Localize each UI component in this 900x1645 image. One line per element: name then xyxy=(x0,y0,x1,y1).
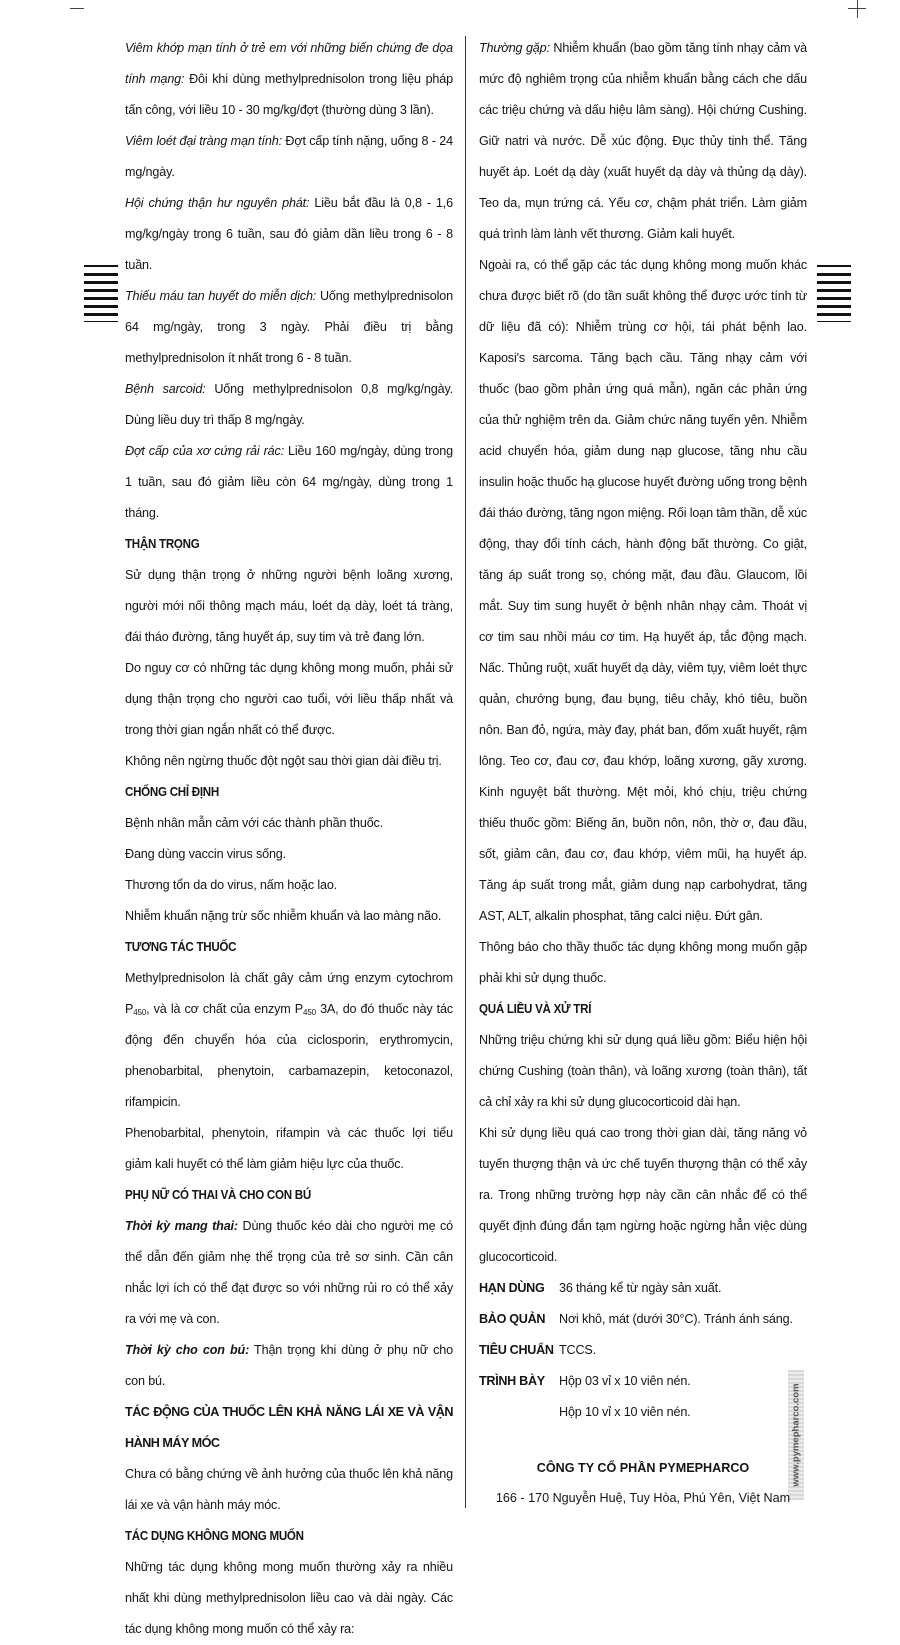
presentation-value: Hộp 10 vỉ x 10 viên nén. xyxy=(559,1405,691,1419)
adverse-common: Thường gặp: Nhiễm khuẩn (bao gồm tăng tính nhạy cảm và mức độ nghiêm trọng của nhiễm khuẩn bằng cách che dấu các triệu chứng và dấu hiệu lâm sàng). Hội chứng Cushing. Giữ natri và nước. Dễ xúc động. Đục thủy tinh thể. Tăng huyết áp. Loét dạ dày (xuất huyết dạ dày và thủng dạ dày). Teo da, mụn trứng cá. Yếu cơ, chậm phát triển. Làm giảm quá trình làm lành vết thương. Giảm kali huyết. xyxy=(479,41,807,241)
overdose-paragraph: Những triệu chứng khi sử dụng quá liều gồm: Biểu hiện hội chứng Cushing (toàn thân), và loãng xương (toàn thân), tất cả chỉ xảy ra khi sử dụng glucocorticoid dài hạn. xyxy=(479,1033,807,1109)
crop-mark-top-right-v xyxy=(857,0,858,18)
precautions-paragraph: Không nên ngừng thuốc đột ngột sau thời gian dài điều trị. xyxy=(125,754,442,768)
presentation-label: TRÌNH BÀY xyxy=(479,1374,545,1388)
lactation-paragraph: Thời kỳ cho con bú: Thận trọng khi dùng ở phụ nữ cho con bú. xyxy=(125,1343,453,1388)
contraindication-item: Đang dùng vaccin virus sống. xyxy=(125,847,287,861)
standard-value: TCCS. xyxy=(559,1343,597,1357)
company-name: CÔNG TY CỔ PHẦN PYMEPHARCO xyxy=(536,1461,750,1475)
dosage-juvenile-arthritis: Viêm khớp mạn tính ở trẻ em với những biến chứng đe dọa tính mạng: Đôi khi dùng methylprednisolon trong liệu pháp tấn công, với liều 10 - 30 mg/kg/đợt (thường dùng 3 lần). xyxy=(125,41,453,117)
dosage-multiple-sclerosis: Đợt cấp của xơ cứng rải rác: Liều 160 mg/ngày, dùng trong 1 tuần, sau đó giảm liều còn 64 mg/ngày, dùng trong 1 tháng. xyxy=(125,444,453,520)
row-presentation-2 xyxy=(479,1397,807,1428)
dosage-sarcoid: Bệnh sarcoid: Uống methylprednisolon 0,8 mg/kg/ngày. Dùng liều duy trì thấp 8 mg/ngày. xyxy=(125,382,454,427)
presentation-value: Hộp 03 vỉ x 10 viên nén. xyxy=(559,1374,691,1388)
website-vertical-label: www.pymepharco.com xyxy=(788,1370,804,1500)
heading-driving-machinery: TÁC ĐỘNG CỦA THUỐC LÊN KHẢ NĂNG LÁI XE VÀ VẬN HÀNH MÁY MÓC xyxy=(125,1405,453,1450)
heading-contraindications: CHỐNG CHỈ ĐỊNH xyxy=(125,785,219,799)
dosage-hemolytic-anemia: Thiếu máu tan huyết do miễn dịch: Uống methylprednisolon 64 mg/ngày, trong 3 ngày. Phải điều trị bằng methylprednisolon ít nhất trong 6 - 8 tuần. xyxy=(125,289,453,365)
heading-adverse-effects: TÁC DỤNG KHÔNG MONG MUỐN xyxy=(125,1529,304,1543)
precautions-paragraph: Do nguy cơ có những tác dụng không mong muốn, phải sử dụng thận trọng cho người cao tuổi, với liều thấp nhất và trong thời gian ngắn nhất có thể được. xyxy=(125,661,453,737)
registration-bars-left xyxy=(84,265,118,328)
row-storage xyxy=(479,1304,807,1335)
adverse-effects-intro: Những tác dụng không mong muốn thường xảy ra nhiều nhất khi dùng methylprednisolon liều cao và dài ngày. Các tác dụng không mong muốn có thể xảy ra: xyxy=(125,1560,453,1636)
registration-bars-right xyxy=(817,265,851,328)
adverse-report-note: Thông báo cho thầy thuốc tác dụng không mong muốn gặp phải khi sử dụng thuốc. xyxy=(479,940,807,985)
crop-mark-top-left xyxy=(70,8,84,9)
contraindication-item: Bệnh nhân mẫn cảm với các thành phần thuốc. xyxy=(125,816,384,830)
row-shelf-life xyxy=(479,1273,807,1304)
company-block xyxy=(479,1453,807,1513)
overdose-paragraph: Khi sử dụng liều quá cao trong thời gian dài, tăng năng vỏ tuyến thượng thận và ức chế tuyến thượng thận có thể xảy ra. Trong những trường hợp này cần cân nhắc để có thể quyết định đúng đắn tạm ngừng hoặc ngừng hẳn việc dùng glucocorticoid. xyxy=(479,1126,807,1264)
standard-label: TIÊU CHUẨN xyxy=(479,1343,554,1357)
storage-value: Nơi khô, mát (dưới 30°C). Tránh ánh sáng. xyxy=(559,1312,793,1326)
row-standard xyxy=(479,1335,807,1366)
contraindication-item: Nhiễm khuẩn nặng trừ sốc nhiễm khuẩn và lao màng não. xyxy=(125,909,442,923)
heading-overdose: QUÁ LIỀU VÀ XỬ TRÍ xyxy=(479,1002,592,1016)
storage-label: BẢO QUẢN xyxy=(479,1312,546,1326)
heading-interactions: TƯƠNG TÁC THUỐC xyxy=(125,940,237,954)
right-column xyxy=(479,33,807,1428)
interactions-paragraph: Phenobarbital, phenytoin, rifampin và các thuốc lợi tiểu giảm kali huyết có thể làm giảm hiệu lực của thuốc. xyxy=(125,1126,453,1171)
heading-precautions: THẬN TRỌNG xyxy=(125,537,200,551)
interactions-paragraph: Methylprednisolon là chất gây cảm ứng enzym cytochrom $P_{450}$, và là cơ chất của enzym $P_{450}$ 3A, do đó thuốc này tác động đến chuyển hóa của ciclosporin, erythromycin, phenobarbital, phenytoin, carbamazepin, ketoconazol, rifampicin. xyxy=(125,971,453,1109)
dosage-ulcerative-colitis: Viêm loét đại tràng mạn tính: Đợt cấp tính nặng, uống 8 - 24 mg/ngày. xyxy=(125,134,453,179)
pregnancy-paragraph: Thời kỳ mang thai: Dùng thuốc kéo dài cho người mẹ có thể dẫn đến giảm nhẹ thể trọng của trẻ sơ sinh. Cần cân nhắc lợi ích có thể đạt được so với những rủi ro có thể xảy ra với mẹ và con. xyxy=(125,1219,453,1326)
dosage-nephrotic-syndrome: Hội chứng thận hư nguyên phát: Liều bắt đầu là 0,8 - 1,6 mg/kg/ngày trong 6 tuần, sau đó giảm dần liều trong 6 - 8 tuần. xyxy=(125,196,453,272)
heading-pregnancy-lactation: PHỤ NỮ CÓ THAI VÀ CHO CON BÚ xyxy=(125,1188,311,1202)
shelf-life-value: 36 tháng kể từ ngày sản xuất. xyxy=(559,1281,722,1295)
row-presentation xyxy=(479,1366,807,1397)
precautions-paragraph: Sử dụng thận trọng ở những người bệnh loãng xương, người mới nối thông mạch máu, loét dạ dày, loét tá tràng, đái tháo đường, tăng huyết áp, suy tim và trẻ đang lớn. xyxy=(125,568,453,644)
product-info-table xyxy=(479,1273,807,1428)
driving-paragraph: Chưa có bằng chứng về ảnh hưởng của thuốc lên khả năng lái xe và vận hành máy móc. xyxy=(125,1467,453,1512)
column-divider xyxy=(465,36,466,1508)
left-column xyxy=(125,33,453,1645)
contraindication-item: Thương tổn da do virus, nấm hoặc lao. xyxy=(125,878,338,892)
company-address: 166 - 170 Nguyễn Huệ, Tuy Hòa, Phú Yên, Việt Nam xyxy=(495,1491,791,1505)
adverse-other: Ngoài ra, có thể gặp các tác dụng không mong muốn khác chưa được biết rõ (do tần suất không thể được ước tính từ dữ liệu đã có): Nhiễm trùng cơ hội, tái phát bệnh lao. Kaposi's sarcoma. Tăng bạch cầu. Tăng nhạy cảm với thuốc (bao gồm phản ứng quá mẫn), ngăn các phản ứng của thử nghiệm trên da. Giảm chức năng tuyến yên. Nhiễm acid chuyển hóa, giảm dung nạp glucose, tăng nhu cầu insulin hoặc thuốc hạ glucose huyết đường uống trong bệnh đái tháo đường, tăng ngon miệng. Rối loạn tâm thần, dễ xúc động, thay đổi tính cách, hành động bất thường. Co giật, tăng áp suất trong sọ, chóng mặt, đau đầu. Glaucom, lồi mắt. Suy tim sung huyết ở bệnh nhân nhạy cảm. Thoát vị cơ tim sau nhồi máu cơ tim. Hạ huyết áp, tắc động mạch. Nấc. Thủng ruột, xuất huyết dạ dày, viêm tụy, viêm loét thực quản, chướng bụng, đau bụng, tiêu chảy, khó tiêu, buồn nôn. Ban đỏ, ngứa, mày đay, phát ban, đốm xuất huyết, rậm lông. Teo cơ, đau cơ, đau khớp, loãng xương, gãy xương. Kinh nguyệt bất thường. Mệt mỏi, khó chịu, triệu chứng thiếu thuốc gồm: Biếng ăn, buồn nôn, nôn, thờ ơ, đau đầu, sốt, giảm cân, đau cơ, đau khớp, viêm mũi, hạ huyết áp. Tăng áp suất trong mắt, giảm dung nạp carbohydrat, tăng AST, ALT, alkalin phosphat, tăng calci niệu. Đứt gân. xyxy=(479,258,807,923)
shelf-life-label: HẠN DÙNG xyxy=(479,1281,545,1295)
